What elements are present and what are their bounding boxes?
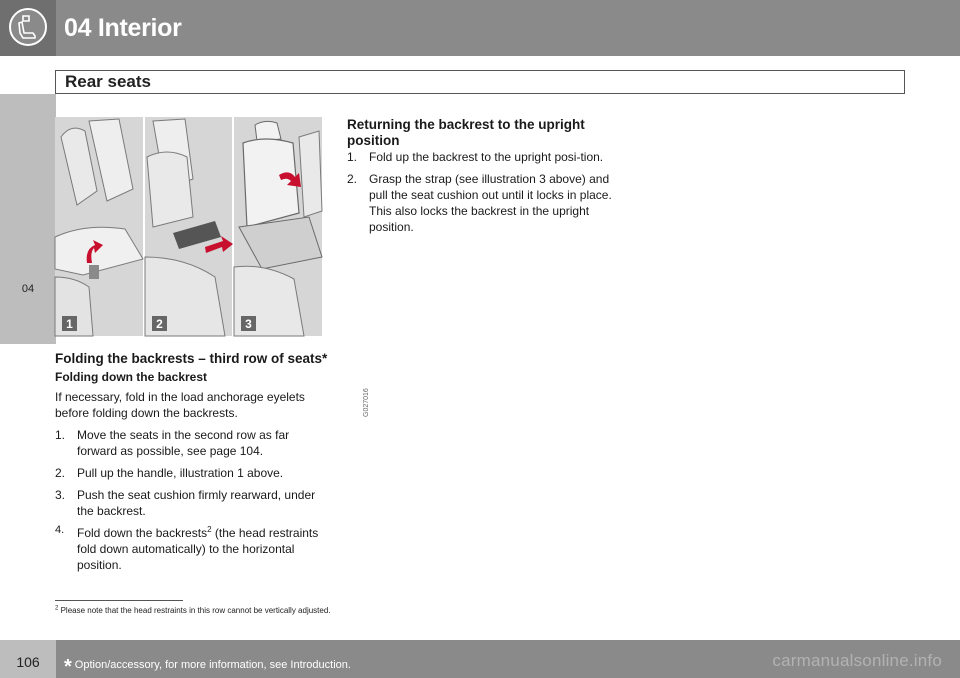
section-title-bar: [55, 70, 905, 94]
list-item: [55, 525, 330, 573]
intro-paragraph: If necessary, fold in the load anchorage eyelets before folding down the backrests.: [55, 390, 305, 420]
footer-bar: [56, 640, 960, 678]
footnote: [55, 606, 331, 615]
option-note-text: Option/accessory, for more information, see Introduction.: [74, 659, 351, 671]
list-item: [55, 427, 330, 459]
heading-folding-backrests: Folding the backrests – third row of seats*: [55, 351, 328, 366]
step-text-after: (the head restraints fold down automatically) to the horizontal position.: [77, 526, 319, 572]
heading-returning-backrest: Returning the backrest to the upright position: [347, 117, 585, 148]
option-note: [64, 651, 351, 678]
step-text: Grasp the strap (see illustration 3 above) and pull the seat cushion out until it locks in place. This also locks the backrest in the upright position.: [369, 172, 612, 234]
option-star: *: [64, 656, 72, 678]
watermark: carmanualsonline.info: [772, 651, 942, 670]
list-item: [55, 487, 330, 519]
seat-illustration-drawing: [55, 117, 322, 336]
step-number: 1.: [55, 428, 66, 442]
step-text-before: Fold down the backrests: [77, 526, 208, 540]
chapter-tab-number: 04: [21, 283, 35, 295]
step-text: Pull up the handle, illustration 1 above.: [77, 466, 284, 480]
footnote-marker: 2: [55, 605, 59, 612]
folding-steps-list: [55, 427, 330, 573]
step-number: 2.: [55, 466, 66, 480]
list-item: [347, 171, 622, 235]
chapter-header: [0, 0, 960, 56]
figure-code: G027016: [363, 388, 370, 417]
seat-icon-badge: [0, 0, 56, 56]
footnote-divider: [55, 600, 183, 601]
page-number: 106: [16, 654, 40, 670]
seat-icon: [8, 7, 48, 47]
page-number-box: [0, 640, 56, 678]
chapter-side-tab: [0, 94, 56, 344]
panel-number-3: 3: [245, 317, 252, 331]
section-title: Rear seats: [65, 72, 152, 91]
step-text: Push the seat cushion firmly rearward, under the backrest.: [77, 488, 316, 518]
panel-number-2: 2: [156, 317, 163, 331]
footnote-text: Please note that the head restraints in this row cannot be vertically adjusted.: [60, 606, 331, 615]
step-number: 4.: [55, 524, 65, 536]
list-item: [55, 465, 330, 481]
step-number: 3.: [55, 488, 66, 502]
left-column: [55, 351, 330, 579]
step-number: 2.: [347, 172, 358, 186]
chapter-title: 04 Interior: [64, 14, 182, 42]
step-number: 1.: [347, 150, 358, 164]
panel-number-1: 1: [66, 317, 73, 331]
step-text: Move the seats in the second row as far forward as possible, see page 104.: [77, 428, 290, 458]
returning-steps-list: [347, 149, 622, 235]
subheading-folding-down: Folding down the backrest: [55, 370, 208, 384]
step-text: Fold up the backrest to the upright posi-tion.: [369, 150, 604, 164]
list-item: [347, 149, 622, 165]
footnote-reference: 2: [207, 525, 212, 534]
right-column: [347, 117, 622, 241]
